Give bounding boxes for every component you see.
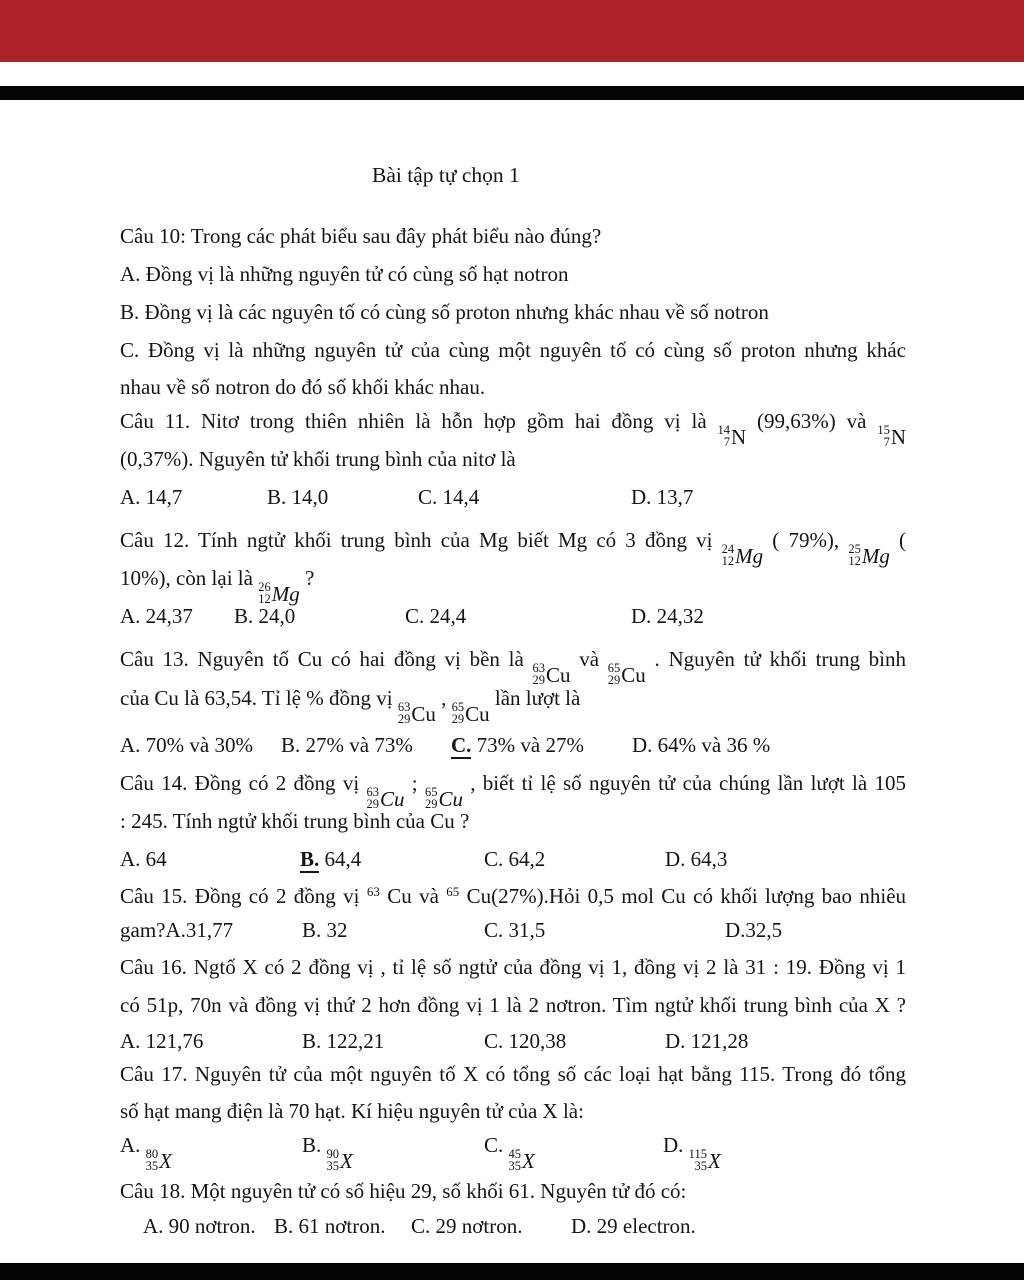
letterbox-top-stripe [0, 86, 1024, 100]
mass-number: 90 [326, 1147, 340, 1161]
answer-option [300, 845, 361, 873]
answer-option [120, 602, 193, 630]
isotope-numbers [689, 1149, 707, 1172]
atomic-number: 7 [723, 434, 731, 449]
mass-number: 14 [717, 423, 731, 437]
isotope-numbers [327, 1149, 340, 1172]
isotope-numbers [146, 1149, 159, 1172]
question-line [120, 769, 906, 810]
answer-option [302, 1131, 353, 1172]
answer-option [234, 602, 295, 630]
answer-option [405, 602, 466, 630]
answer-option [418, 483, 479, 511]
text-run: : 245. Tính ngtử khối trung bình của Cu ? [120, 809, 470, 833]
text-run: C. 120,38 [484, 1029, 567, 1053]
mass-number-superscript: 65 [446, 884, 460, 899]
question-line [120, 260, 906, 288]
element-symbol: N [731, 424, 747, 449]
isotope-numbers [509, 1149, 522, 1172]
atomic-number: 35 [694, 1158, 707, 1173]
text-run: 64,4 [319, 847, 362, 871]
element-symbol: X [707, 1148, 721, 1173]
atomic-number: 29 [607, 672, 621, 687]
mass-number: 65 [424, 785, 438, 799]
question-line [120, 1177, 906, 1205]
element-symbol: X [159, 1148, 172, 1173]
atomic-number: 29 [397, 711, 411, 726]
atomic-number: 35 [508, 1158, 522, 1173]
isotope-notation [452, 702, 490, 725]
question-line [120, 684, 906, 725]
question-line [120, 373, 906, 401]
text-run: của Cu là 63,54. Tỉ lệ % đồng vị [120, 686, 398, 710]
isotope-notation [689, 1149, 721, 1172]
text-run: C. 64,2 [484, 847, 546, 871]
text-run: (0,37%). Nguyên tử khối trung bình của nitơ là [120, 447, 516, 471]
text-run: A. 64 [120, 847, 167, 871]
answer-option [632, 731, 770, 759]
answer-option [725, 916, 782, 944]
element-symbol: X [522, 1148, 535, 1173]
atomic-number: 7 [883, 434, 890, 449]
answer-option [267, 483, 328, 511]
atomic-number: 29 [424, 796, 438, 811]
answer-option [281, 731, 413, 759]
answer-option [484, 1027, 566, 1055]
text-run: B. 24,0 [234, 604, 296, 628]
element-symbol: Cu [465, 701, 490, 726]
answer-row [120, 602, 950, 636]
answer-row [120, 1212, 950, 1246]
question-line [120, 564, 906, 605]
atomic-number: 35 [326, 1158, 340, 1173]
text-run: C. [484, 1133, 509, 1157]
isotope-notation [146, 1149, 172, 1172]
text-run: D. [663, 1133, 689, 1157]
mass-number: 24 [721, 542, 735, 556]
text-run: D. 29 electron. [571, 1214, 696, 1238]
question-line [120, 991, 906, 1019]
atomic-number: 29 [366, 796, 379, 811]
text-run: số hạt mang điện là 70 hạt. Kí hiệu nguyên tử của X là: [120, 1099, 584, 1123]
text-run: A. 121,76 [120, 1029, 204, 1053]
text-run: C. 24,4 [405, 604, 467, 628]
mass-number: 15 [877, 423, 890, 437]
answer-option [484, 845, 545, 873]
text-run: B. 122,21 [302, 1029, 385, 1053]
text-run: Câu 14. Đồng có 2 đồng vị [120, 771, 367, 795]
text-run: D. 121,28 [665, 1029, 749, 1053]
answer-option [274, 1212, 385, 1240]
mass-number: 65 [451, 700, 465, 714]
element-symbol: Cu [438, 786, 463, 811]
question-line [120, 807, 906, 835]
page-title: Bài tập tự chọn 1 [372, 163, 520, 187]
isotope-numbers [452, 702, 465, 725]
answer-option [571, 1212, 696, 1240]
atomic-number: 12 [721, 553, 735, 568]
answer-row [120, 845, 950, 879]
mass-number: 115 [688, 1147, 707, 1161]
isotope-notation [533, 663, 571, 686]
answer-option [451, 731, 584, 759]
text-run: Câu 13. Nguyên tố Cu có hai đồng vị bền là [120, 647, 533, 671]
answer-option [120, 1027, 203, 1055]
element-symbol: Cu [546, 662, 571, 687]
text-run: B. 32 [302, 918, 348, 942]
text-run: C. 29 nơtron. [411, 1214, 523, 1238]
text-run: , biết tỉ lệ số nguyên tử của chúng lần lượt là 105 [462, 771, 907, 795]
text-run: B. 61 nơtron. [274, 1214, 386, 1238]
text-run: và [570, 647, 608, 671]
answer-option [631, 483, 693, 511]
text-run: B. 14,0 [267, 485, 329, 509]
text-run: A. 14,7 [120, 485, 183, 509]
answer-row [120, 731, 950, 765]
text-run: A. 70% và 30% [120, 733, 253, 757]
isotope-notation [327, 1149, 353, 1172]
element-symbol: Mg [861, 543, 890, 568]
text-run: D. 64,3 [665, 847, 728, 871]
answer-option [484, 916, 545, 944]
mass-number: 26 [258, 580, 271, 594]
element-symbol: Cu [411, 701, 436, 726]
mass-number: 25 [848, 542, 861, 556]
text-run: D.32,5 [725, 918, 783, 942]
element-symbol: N [890, 424, 906, 449]
question-line [120, 953, 906, 981]
text-run: Câu 12. Tính ngtử khối trung bình của Mg biết Mg có 3 đồng vị [120, 528, 722, 552]
text-run: , [435, 686, 452, 710]
letterbox-bottom-stripe [0, 1263, 1024, 1280]
answer-option [120, 483, 182, 511]
isotope-notation [398, 702, 436, 725]
answer-option [665, 1027, 748, 1055]
answer-option [631, 602, 704, 630]
answer-row [120, 1027, 950, 1061]
text-run: ( 79%), [763, 528, 849, 552]
answer-option [302, 1027, 384, 1055]
text-run: C. 14,4 [418, 485, 480, 509]
text-run: B. [302, 1133, 327, 1157]
text-run: D. 64% và 36 % [632, 733, 771, 757]
question-line [120, 407, 906, 448]
answer-option [120, 731, 253, 759]
element-symbol: Mg [271, 581, 300, 606]
answer-option [302, 916, 348, 944]
element-symbol: X [340, 1148, 353, 1173]
element-symbol: Mg [735, 543, 764, 568]
isotope-numbers [608, 663, 621, 686]
question-line [120, 336, 906, 364]
text-run: D. 13,7 [631, 485, 694, 509]
text-run: nhau về số notron do đó số khối khác nhau. [120, 375, 486, 399]
text-run: Cu(27%).Hỏi 0,5 mol Cu có khối lượng bao nhiêu [459, 884, 907, 908]
mass-number: 63 [397, 700, 411, 714]
text-run: B. 27% và 73% [281, 733, 413, 757]
text-run: . Nguyên tử khối trung bình [645, 647, 906, 671]
question-line [120, 222, 906, 250]
isotope-notation [509, 1149, 535, 1172]
element-symbol: Cu [621, 662, 646, 687]
mass-number: 80 [145, 1147, 159, 1161]
text-run: ; [404, 771, 425, 795]
answer-row [120, 483, 950, 517]
answer-option [143, 1212, 256, 1240]
app-header-bar [0, 0, 1024, 62]
mass-number-superscript: 63 [366, 884, 380, 899]
text-run: D. 24,32 [631, 604, 704, 628]
text-run: C. Đồng vị là những nguyên tử của cùng một nguyên tố có cùng số proton nhưng khác [120, 338, 906, 362]
answer-option [411, 1212, 522, 1240]
text-run: Câu 10: Trong các phát biểu sau đây phát biểu nào đúng? [120, 224, 602, 248]
mass-number: 63 [532, 661, 545, 675]
answer-option [484, 1131, 535, 1172]
marked-answer-key: B. [300, 847, 320, 871]
atomic-number: 29 [451, 711, 465, 726]
answer-option [665, 845, 727, 873]
question-line [120, 882, 906, 910]
text-run: lần lượt là [489, 686, 581, 710]
text-run: A. 90 nơtron. [143, 1214, 256, 1238]
text-run: 10%), còn lại là [120, 566, 259, 590]
text-run: A. 24,37 [120, 604, 193, 628]
text-run: Câu 16. Ngtố X có 2 đồng vị , tỉ lệ số ngtử của đồng vị 1, đồng vị 2 là 31 : 19. Đồng vị 1 [120, 955, 906, 979]
text-run: Câu 17. Nguyên tử của một nguyên tố X có tổng số các loại hạt bằng 115. Trong đó tổng [120, 1062, 906, 1086]
text-run: ( [889, 528, 906, 552]
answer-option [120, 1131, 172, 1172]
isotope-notation [608, 663, 646, 686]
mass-number: 65 [607, 661, 621, 675]
isotope-numbers [398, 702, 411, 725]
isotope-numbers [533, 663, 546, 686]
question-line [120, 1060, 906, 1088]
text-run: có 51p, 70n và đồng vị thứ 2 hơn đồng vị 1 là 2 nơtron. Tìm ngtử khối trung bình của X ? [120, 993, 906, 1017]
text-run: Cu và [379, 884, 447, 908]
mass-number: 45 [508, 1147, 522, 1161]
question-line [120, 526, 906, 567]
atomic-number: 29 [532, 672, 545, 687]
question-line [120, 445, 906, 473]
text-run: A. Đồng vị là những nguyên tử có cùng số hạt notron [120, 262, 569, 286]
text-run: B. Đồng vị là các nguyên tố có cùng số proton nhưng khác nhau về số notron [120, 300, 769, 324]
answer-option [120, 916, 233, 944]
text-run: 73% và 27% [471, 733, 584, 757]
element-symbol: Cu [379, 786, 405, 811]
atomic-number: 12 [258, 591, 271, 606]
answer-row [120, 916, 950, 950]
text-run: A. [120, 1133, 146, 1157]
question-line [120, 645, 906, 686]
text-run: C. 31,5 [484, 918, 546, 942]
text-run: ? [299, 566, 315, 590]
answer-option [663, 1131, 721, 1172]
text-run: Câu 18. Một nguyên tử có số hiệu 29, số khối 61. Nguyên tử đó có: [120, 1179, 687, 1203]
mass-number: 63 [366, 785, 379, 799]
question-line [120, 298, 906, 326]
text-run: gam?A.31,77 [120, 918, 234, 942]
atomic-number: 12 [848, 553, 861, 568]
answer-option [120, 845, 167, 873]
question-line [120, 1097, 906, 1125]
text-run: Câu 11. Nitơ trong thiên nhiên là hỗn hợp gồm hai đồng vị là [120, 409, 718, 433]
text-run: (99,63%) và [746, 409, 878, 433]
text-run: Câu 15. Đồng có 2 đồng vị [120, 884, 367, 908]
marked-answer-key: C. [451, 733, 472, 757]
answer-row [120, 1131, 950, 1173]
atomic-number: 35 [145, 1158, 159, 1173]
